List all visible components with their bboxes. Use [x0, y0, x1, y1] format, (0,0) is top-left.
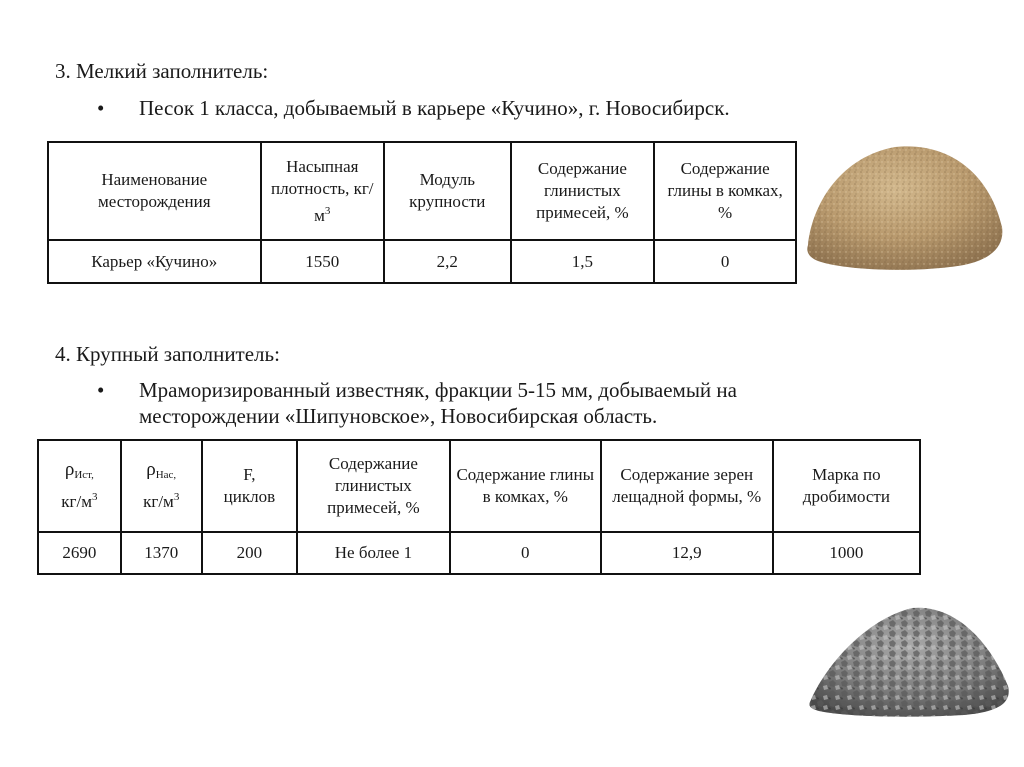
cell-fineness-modulus: 2,2 — [384, 240, 511, 283]
frost-unit: циклов — [223, 487, 276, 506]
header-clay-lumps: Содержание глины в комках, % — [654, 142, 796, 240]
header-bulk-density — [261, 142, 384, 240]
section-4-heading: 4. Крупный заполнитель: — [55, 342, 280, 366]
coarse-aggregate-table — [37, 439, 921, 575]
cell-crushability: 1000 — [773, 532, 920, 574]
section-4-bullet-line-1: Мраморизированный известняк, фракции 5-15 мм, добываемый на — [139, 378, 737, 402]
unit-sup: 3 — [91, 491, 98, 503]
rho-symbol: ρ — [64, 459, 75, 480]
header-crushability: Марка по дробимости — [773, 440, 920, 532]
header-bulk-density — [121, 440, 202, 532]
section-4-bullet-line-2: месторождении «Шипуновское», Новосибирская область. — [139, 404, 658, 428]
header-bulk-density-sup: 3 — [324, 204, 331, 217]
header-bulk-density-text: Насыпная плотность, кг/м — [271, 156, 374, 225]
frost-symbol: F, — [243, 465, 256, 484]
bullet-marker: • — [97, 96, 105, 120]
rho-symbol: ρ — [146, 459, 156, 480]
cell-frost-resistance: 200 — [202, 532, 297, 574]
table-row — [38, 532, 920, 574]
cell-bulk-density: 1370 — [121, 532, 202, 574]
table-header-row — [48, 142, 796, 240]
cell-clay-lumps: 0 — [654, 240, 796, 283]
header-frost-resistance — [202, 440, 297, 532]
table-header-row — [38, 440, 920, 532]
section-4-bullet — [97, 377, 737, 429]
cell-clay-impurities: Не более 1 — [297, 532, 450, 574]
cell-true-density: 2690 — [38, 532, 121, 574]
section-4-bullet-text — [139, 377, 737, 429]
cell-bulk-density: 1550 — [261, 240, 384, 283]
rho-subscript: Ист, — [74, 469, 94, 481]
fine-aggregate-table — [47, 141, 797, 284]
header-clay-impurities: Содержание глинистых примесей, % — [511, 142, 655, 240]
unit-sup: 3 — [173, 491, 180, 503]
section-3-heading: 3. Мелкий заполнитель: — [55, 59, 269, 83]
cell-deposit-name: Карьер «Кучино» — [48, 240, 261, 283]
header-clay-impurities: Содержание глинистых примесей, % — [297, 440, 450, 532]
unit: кг/м — [143, 492, 174, 511]
bullet-marker: • — [97, 378, 105, 402]
table-row — [48, 240, 796, 283]
cell-clay-lumps: 0 — [450, 532, 601, 574]
section-3-bullet-text: Песок 1 класса, добываемый в карьере «Кучино», г. Новосибирск. — [139, 96, 730, 120]
header-fineness-modulus: Модуль крупности — [384, 142, 511, 240]
header-clay-lumps: Содержание глины в комках, % — [450, 440, 601, 532]
cell-flaky-grains: 12,9 — [601, 532, 773, 574]
header-true-density — [38, 440, 121, 532]
cell-clay-impurities: 1,5 — [511, 240, 655, 283]
sand-pile-image — [800, 135, 1010, 275]
header-deposit-name: Наименование месторождения — [48, 142, 261, 240]
rho-subscript: Нас, — [155, 469, 177, 481]
header-flaky-grains: Содержание зерен лещадной формы, % — [601, 440, 773, 532]
section-3-bullet — [97, 95, 730, 121]
unit: кг/м — [61, 492, 92, 511]
crushed-stone-pile-image — [804, 590, 1014, 720]
